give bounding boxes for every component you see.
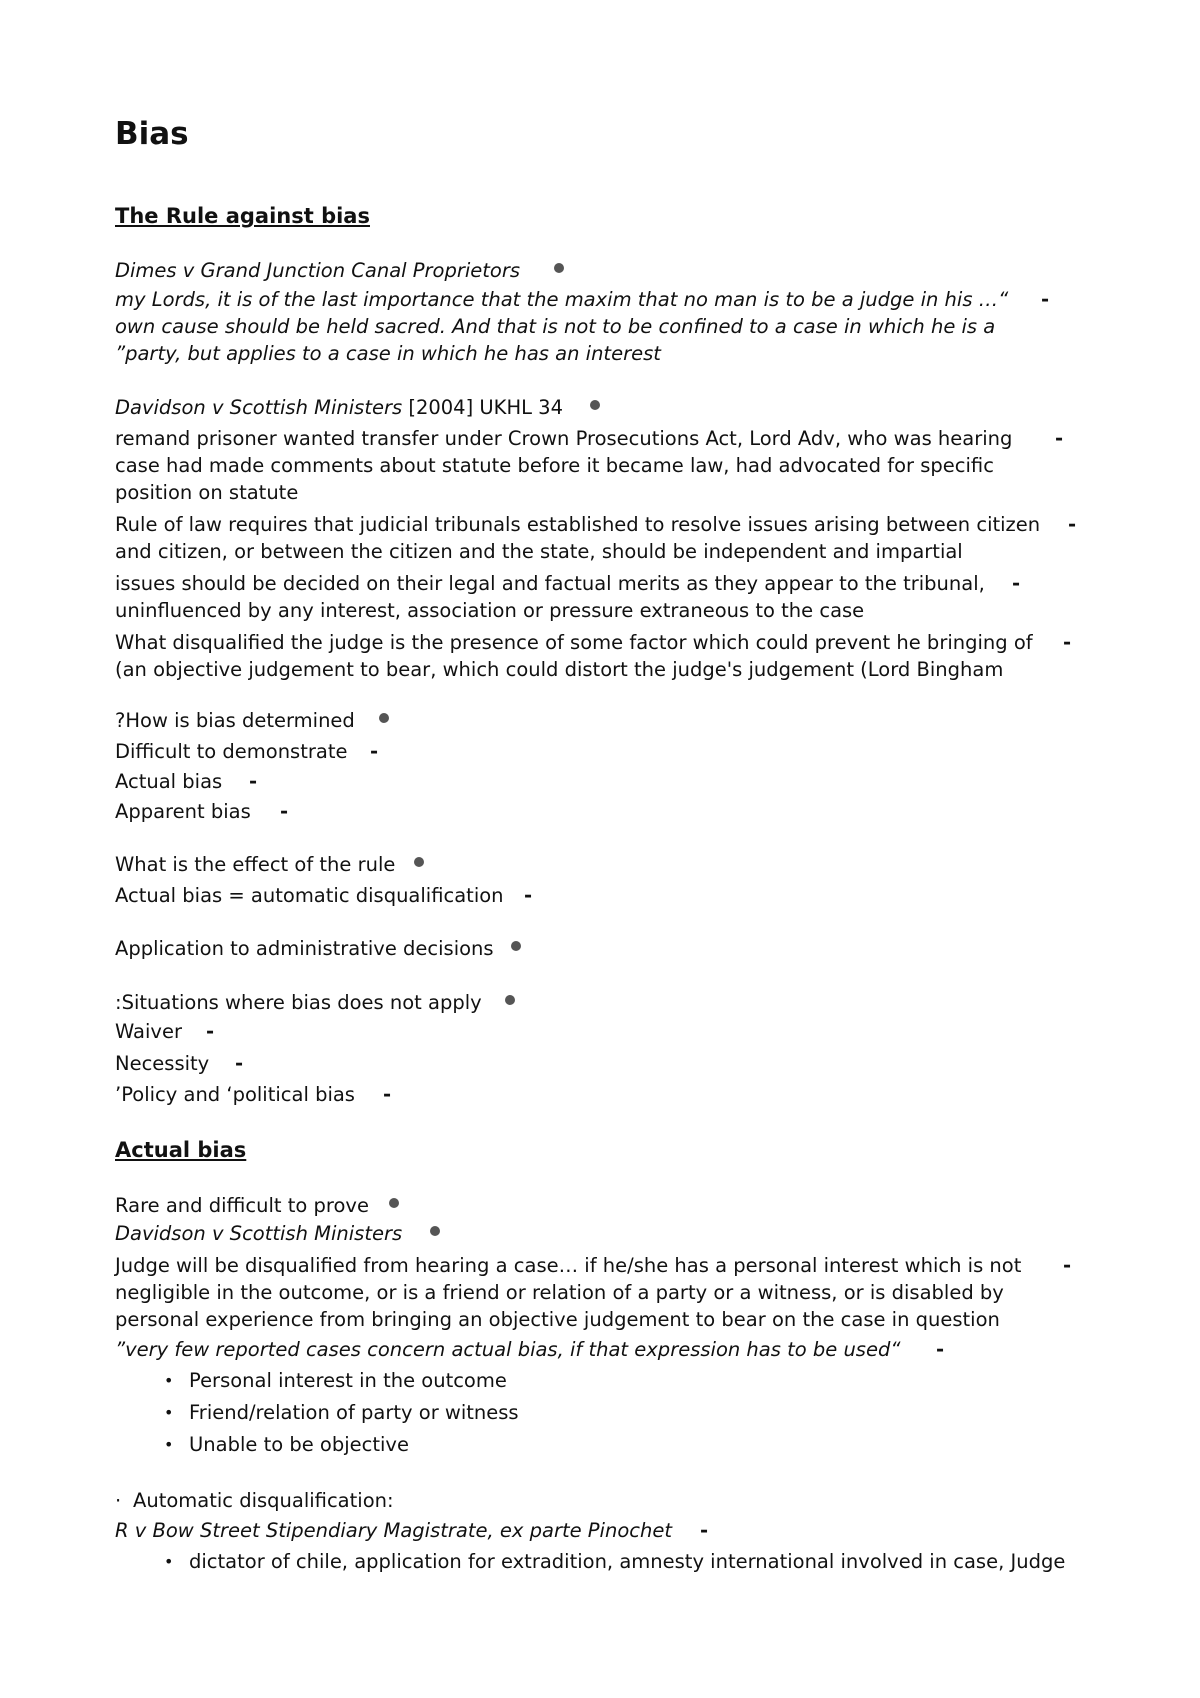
list-item: Waiver	[115, 1020, 182, 1043]
dash-marker: -	[1055, 427, 1064, 450]
list-item: Actual bias	[115, 770, 223, 793]
list-item: Necessity	[115, 1052, 210, 1075]
quote-line: ”party, but applies to a case in which he has an interest	[115, 342, 661, 365]
dash-marker: -	[1041, 288, 1050, 311]
case-heading-davidson	[115, 394, 563, 421]
section-heading-rule: The Rule against bias	[115, 204, 370, 228]
bullet-icon: •	[164, 1371, 174, 1390]
bullet-item: Unable to be objective	[189, 1433, 409, 1456]
text-line: (an objective judgement to bear, which could distort the judge's judgement (Lord Bingham	[115, 658, 1004, 681]
question-application: Application to administrative decisions	[115, 937, 494, 960]
text-line: What disqualified the judge is the presence of some factor which could prevent he bringing of	[115, 631, 1033, 654]
bullet-icon: •	[164, 1435, 174, 1454]
case-citation: [2004] UKHL 34	[402, 396, 563, 419]
case-name-pinochet: R v Bow Street Stipendiary Magistrate, ex parte Pinochet	[115, 1519, 672, 1542]
quote-line: my Lords, it is of the last importance that the maxim that no man is to be a judge in his …“	[115, 288, 1009, 311]
question-effect: What is the effect of the rule	[115, 853, 396, 876]
question-situations: :Situations where bias does not apply	[115, 991, 482, 1014]
dash-marker: -	[700, 1519, 709, 1542]
bullet-item: Personal interest in the outcome	[189, 1369, 507, 1392]
dash-marker: -	[280, 800, 289, 823]
bullet-dot-icon	[430, 1226, 440, 1236]
dash-marker: -	[383, 1083, 392, 1106]
text-line: position on statute	[115, 481, 299, 504]
text-line: Judge will be disqualified from hearing a case… if he/she has a personal interest which is not	[115, 1254, 1022, 1277]
text-line: Rare and difficult to prove	[115, 1194, 369, 1217]
bullet-item: Friend/relation of party or witness	[189, 1401, 519, 1424]
question-how-determined: ?How is bias determined	[115, 709, 355, 732]
list-item: Actual bias = automatic disqualification	[115, 884, 504, 907]
case-name: Davidson v Scottish Ministers	[115, 396, 403, 419]
dash-marker: -	[1012, 572, 1021, 595]
text-line: Rule of law requires that judicial tribunals established to resolve issues arising between citizen	[115, 513, 1041, 536]
dash-marker: -	[235, 1052, 244, 1075]
bullet-dot-icon	[389, 1198, 399, 1208]
case-name-davidson: Davidson v Scottish Ministers	[115, 1222, 403, 1245]
bullet-icon: •	[164, 1403, 174, 1422]
dash-marker: -	[1063, 631, 1072, 654]
text-line: uninfluenced by any interest, association or pressure extraneous to the case	[115, 599, 865, 622]
dash-marker: -	[206, 1020, 215, 1043]
bullet-dot-icon	[554, 263, 564, 273]
section-heading-actual-bias: Actual bias	[115, 1138, 247, 1162]
list-item: ’Policy and ‘political bias	[115, 1083, 355, 1106]
text-line: and citizen, or between the citizen and the state, should be independent and impartial	[115, 540, 963, 563]
text-line: issues should be decided on their legal and factual merits as they appear to the tribunal,	[115, 572, 985, 595]
dash-marker: -	[249, 770, 258, 793]
dash-marker: -	[936, 1338, 945, 1361]
page-title: Bias	[115, 116, 189, 152]
quote-line: own cause should be held sacred. And that is not to be confined to a case in which he is a	[115, 315, 996, 338]
text-line: case had made comments about statute before it became law, had advocated for specific	[115, 454, 994, 477]
bullet-dot-icon	[505, 995, 515, 1005]
dash-marker: -	[1063, 1254, 1072, 1277]
dash-marker: -	[370, 740, 379, 763]
list-item: Difficult to demonstrate	[115, 740, 348, 763]
bullet-item: dictator of chile, application for extradition, amnesty international involved in case, Judge	[189, 1550, 1066, 1573]
text-line: remand prisoner wanted transfer under Crown Prosecutions Act, Lord Adv, who was hearing	[115, 427, 1013, 450]
quote-line: ”very few reported cases concern actual bias, if that expression has to be used“	[115, 1338, 901, 1361]
bullet-icon: •	[164, 1552, 174, 1571]
bullet-dot-icon	[379, 713, 389, 723]
case-name-dimes: Dimes v Grand Junction Canal Proprietors	[115, 259, 521, 282]
text-line: negligible in the outcome, or is a friend or relation of a party or a witness, or is disabled by	[115, 1281, 1004, 1304]
dash-marker: -	[524, 884, 533, 907]
dash-marker: -	[1068, 513, 1077, 536]
bullet-dot-icon	[414, 857, 424, 867]
bullet-dot-icon	[590, 400, 600, 410]
text-line: Automatic disqualification:	[133, 1489, 394, 1512]
bullet-dot-icon	[511, 941, 521, 951]
list-item: Apparent bias	[115, 800, 251, 823]
text-line: personal experience from bringing an objective judgement to bear on the case in question	[115, 1308, 1000, 1331]
small-bullet-icon: ·	[115, 1489, 122, 1512]
